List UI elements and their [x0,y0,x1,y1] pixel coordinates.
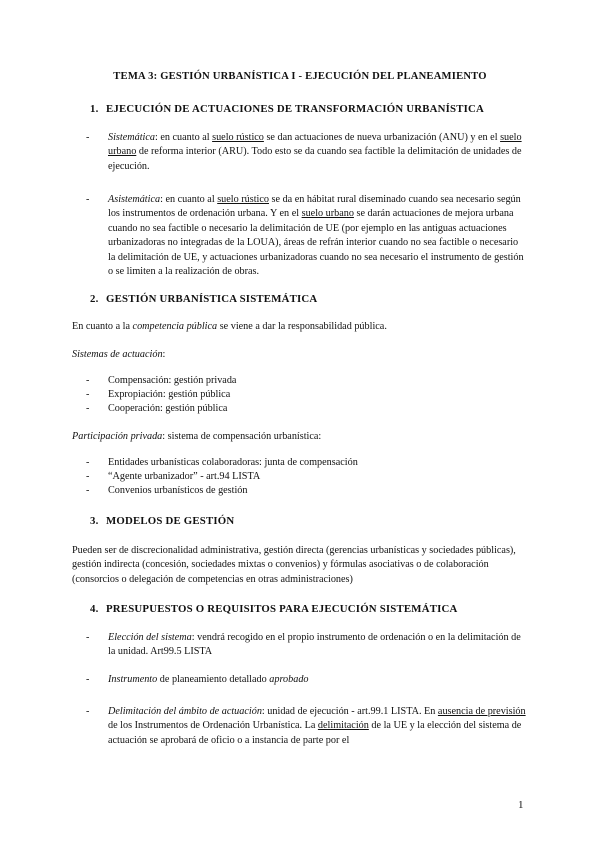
text: : en cuanto al [160,194,218,205]
term: Sistemática [108,132,155,143]
list-item [86,374,526,388]
list-item-delimitacion [86,705,526,748]
bullet-dash: - [86,471,90,482]
bullet-dash: - [86,457,90,468]
list-item-text: Compensación: gestión privada [108,375,237,386]
list-item [86,470,526,484]
term: Elección del sistema [108,632,192,643]
underlined-term: delimitación [317,720,369,732]
term: Instrumento [108,674,158,685]
term: Delimitación del ámbito de actuación [108,706,262,717]
bullet-dash: - [86,485,90,496]
list-item [86,402,526,416]
bullet-dash: - [86,132,90,143]
section-heading-1 [90,102,484,116]
section-number: 1. [90,103,99,115]
paragraph-modelos: Pueden ser de discrecionalidad administrativa, gestión directa (gerencias urbanísticas y sociedades públicas), gestión indirecta (concesión, sociedades mixtas o convenios) y fórmulas asociativas o de colaboración (consorcios o delegación de competencias en otras administraciones) [72,545,516,585]
text: de planeamiento detallado [157,674,270,685]
bullet-dash: - [86,194,90,205]
section-number: 4. [90,603,99,615]
text: : sistema de compensación urbanística: [162,431,322,442]
term: Asistemática [108,194,161,205]
text: se darán actuaciones de mejora urbana cuando no sea factible o necesario la delimitación de UE (por ejemplo en las antiguas actuaciones urbanizadoras no integradas de la LOUA), áreas de refrán interior cuando no sea factible o necesario la delimitación de UE, y actuaciones urbanizadoras cuando no sea necesario el instrumento de gestión o se limiten a la realización de obras. [108,208,524,278]
section-heading-4 [90,602,458,616]
section-heading-2 [90,292,317,306]
bullet-dash: - [86,674,90,685]
underlined-term: suelo urbano [301,208,354,220]
underlined-term: suelo rústico [212,132,264,143]
bullet-dash: - [86,403,90,414]
list-item-text: Entidades urbanísticas colaboradoras: junta de compensación [108,457,358,468]
list-item-asistematica [86,193,526,279]
text: de la UE y la elección del sistema de actuación se aprobará de oficio o a instancia de parte por el [108,720,522,746]
list-item-sistematica [86,131,526,174]
section-number: 2. [90,293,99,305]
list-item-text: Expropiación: gestión pública [108,389,231,400]
paragraph-competencia [72,320,532,334]
list-item-instrumento [86,673,526,687]
text: se viene a dar la responsabilidad pública. [217,321,387,332]
section-title: MODELOS DE GESTIÓN [106,515,235,527]
text: : vendrá recogido en el propio instrumento de ordenación o en la delimitación de la unidad. Art99.5 LISTA [108,632,521,658]
underlined-term: suelo rústico [217,194,269,205]
text: se dan actuaciones de nueva urbanización (ANU) y en el [263,132,501,143]
text: : unidad de ejecución - art.99.1 LISTA. En [261,706,438,717]
text: de reforma interior (ARU). Todo esto se da cuando sea factible la delimitación de unidades de ejecución. [108,146,522,172]
list-item-text: Cooperación: gestión pública [108,403,228,414]
term: Participación privada [72,431,163,442]
term: competencia pública [132,321,218,332]
text: : [162,349,166,360]
bullet-dash: - [86,375,90,386]
underlined-term: suelo urbano [108,132,522,158]
section-title: GESTIÓN URBANÍSTICA SISTEMÁTICA [106,293,318,305]
document-title: TEMA 3: GESTIÓN URBANÍSTICA I - EJECUCIÓN DEL PLANEAMIENTO [113,71,487,82]
section-title: EJECUCIÓN DE ACTUACIONES DE TRANSFORMACIÓN URBANÍSTICA [106,103,485,115]
paragraph-sistemas-label [72,348,532,362]
list-item [86,484,526,498]
bullet-dash: - [86,632,90,643]
list-item-eleccion [86,631,526,660]
bullet-dash: - [86,706,90,717]
list-item [86,388,526,402]
section-heading-3 [90,514,234,528]
list-item [86,456,526,470]
page-number: 1 [518,799,524,811]
text: : en cuanto al [154,132,213,143]
section-title: PRESUPUESTOS O REQUISITOS PARA EJECUCIÓN SISTEMÁTICA [106,603,458,615]
underlined-term: ausencia de previsión [437,706,526,717]
section-number: 3. [90,515,99,527]
paragraph-participacion [72,430,532,444]
text: En cuanto a la [72,321,133,332]
text: de los Instrumentos de Ordenación Urbanística. La [108,720,318,732]
text: se da en hábitat rural diseminado cuando sea necesario según los instrumentos de ordenación urbana. Y en el [108,194,521,220]
list-item-text: Convenios urbanísticos de gestión [108,485,248,496]
bullet-dash: - [86,389,90,400]
term: Sistemas de actuación [72,349,163,360]
term: aprobado [269,674,309,685]
list-item-text: “Agente urbanizador” - art.94 LISTA [108,471,261,482]
